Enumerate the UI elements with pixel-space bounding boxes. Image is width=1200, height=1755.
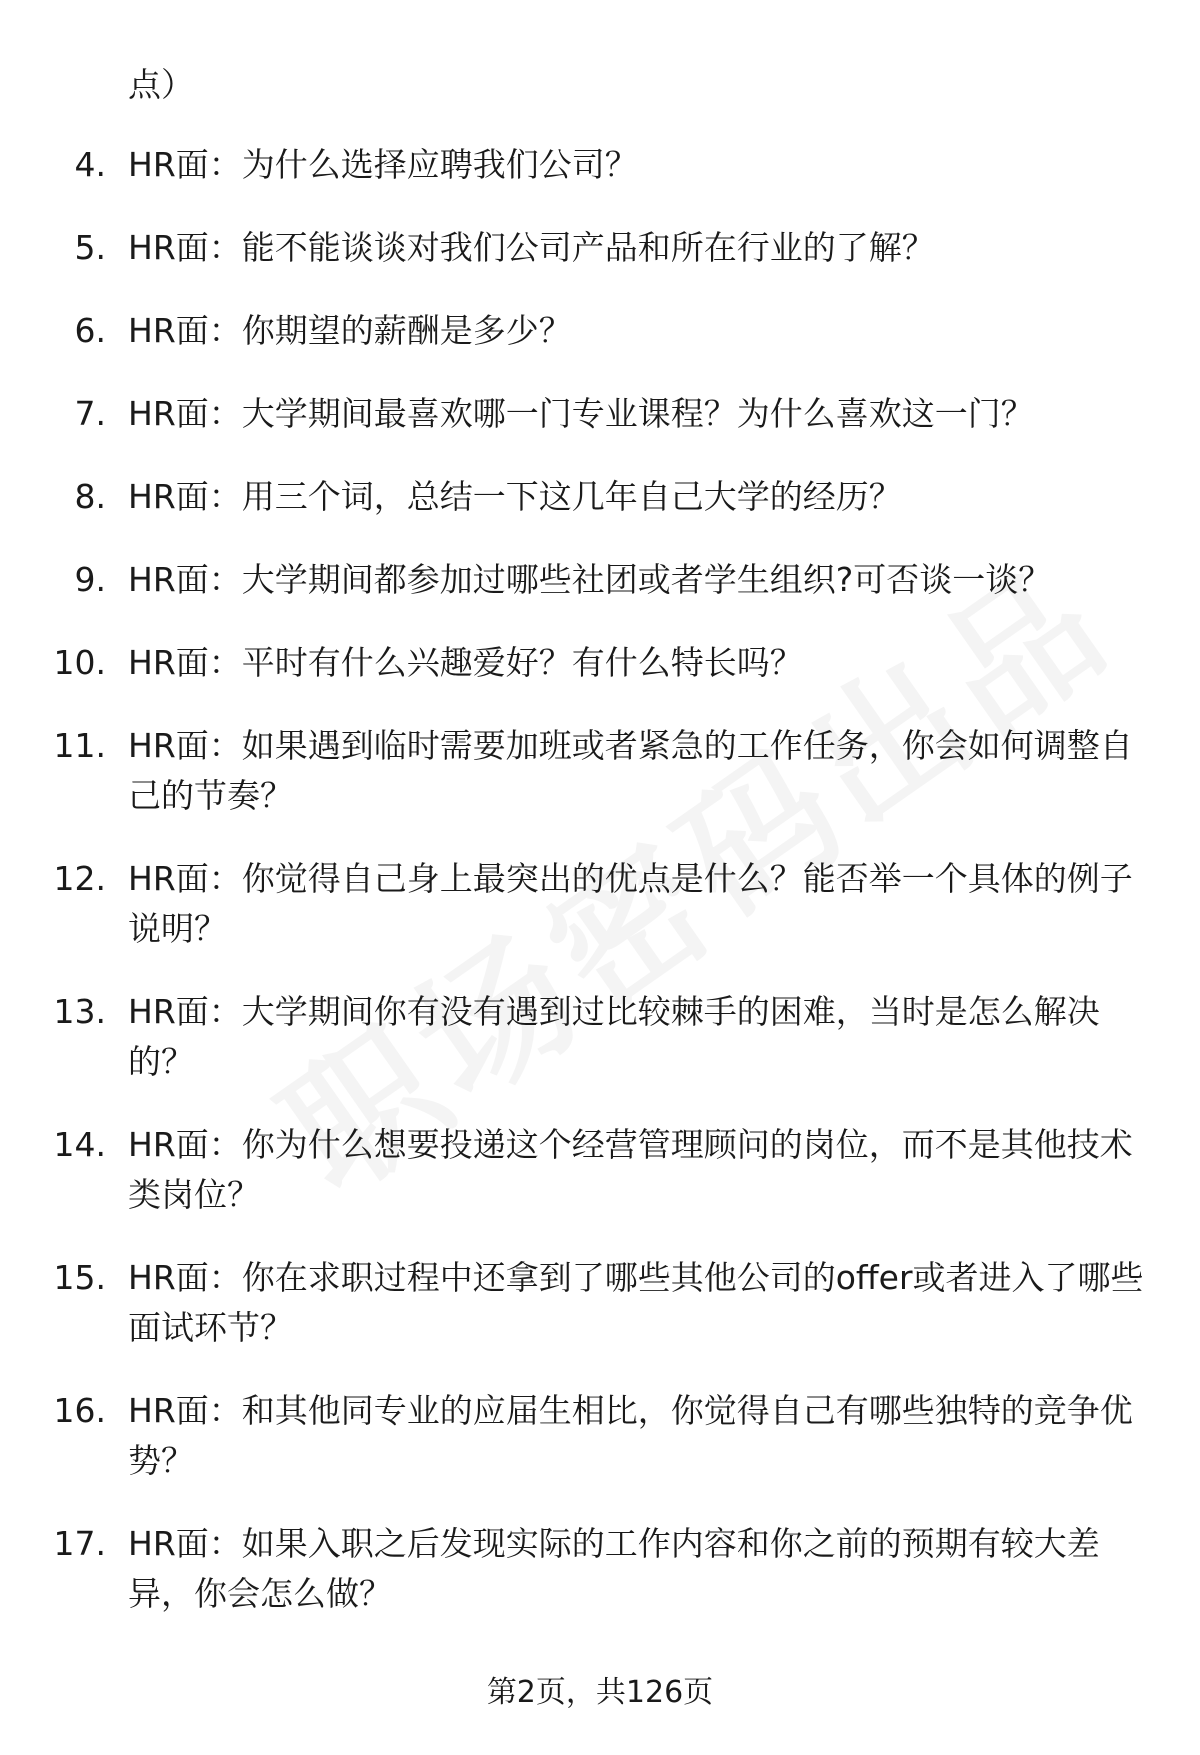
question-list — [0, 140, 1200, 1652]
list-item — [0, 223, 1200, 273]
item-text: HR面：和其他同专业的应届生相比，你觉得自己有哪些独特的竞争优势？ — [128, 1391, 1133, 1480]
item-number: 5. — [74, 228, 106, 267]
list-item — [0, 987, 1200, 1087]
list-item — [0, 306, 1200, 356]
list-item — [0, 140, 1200, 190]
page-footer: 第2页，共126页 — [486, 1675, 714, 1710]
list-item — [0, 389, 1200, 439]
item-text: HR面：你觉得自己身上最突出的优点是什么？能否举一个具体的例子说明？ — [128, 859, 1133, 948]
item-text: HR面：你在求职过程中还拿到了哪些其他公司的offer或者进入了哪些面试环节？ — [128, 1258, 1144, 1347]
item-text: HR面：用三个词，总结一下这几年自己大学的经历？ — [128, 477, 902, 516]
item-text: HR面：大学期间你有没有遇到过比较棘手的困难，当时是怎么解决的？ — [128, 992, 1100, 1081]
list-item — [0, 721, 1200, 821]
item-number: 6. — [74, 311, 106, 350]
list-item — [0, 638, 1200, 688]
item-text: HR面：大学期间最喜欢哪一门专业课程？为什么喜欢这一门？ — [128, 394, 1034, 433]
item-number: 10. — [53, 643, 106, 682]
item-number: 12. — [53, 859, 106, 898]
item-number: 16. — [53, 1391, 106, 1430]
list-item — [0, 472, 1200, 522]
item-number: 7. — [74, 394, 106, 433]
list-item — [0, 555, 1200, 605]
item-text: HR面：你为什么想要投递这个经营管理顾问的岗位，而不是其他技术类岗位？ — [128, 1125, 1133, 1214]
item-number: 17. — [53, 1524, 106, 1563]
continuation-text: 点） — [128, 65, 194, 104]
item-text: HR面：能不能谈谈对我们公司产品和所在行业的了解？ — [128, 228, 935, 267]
item-text: HR面：平时有什么兴趣爱好？有什么特长吗？ — [128, 643, 803, 682]
item-text: HR面：大学期间都参加过哪些社团或者学生组织?可否谈一谈？ — [128, 560, 1052, 599]
list-item — [0, 1519, 1200, 1619]
item-text: HR面：为什么选择应聘我们公司？ — [128, 145, 638, 184]
list-item — [0, 1120, 1200, 1220]
item-text: HR面：你期望的薪酬是多少？ — [128, 311, 572, 350]
item-number: 9. — [74, 560, 106, 599]
list-item — [0, 854, 1200, 954]
item-text: HR面：如果入职之后发现实际的工作内容和你之前的预期有较大差异，你会怎么做？ — [128, 1524, 1100, 1613]
list-item — [0, 1386, 1200, 1486]
item-number: 13. — [53, 992, 106, 1031]
item-number: 11. — [53, 726, 106, 765]
item-number: 14. — [53, 1125, 106, 1164]
list-item — [0, 1253, 1200, 1353]
item-text: HR面：如果遇到临时需要加班或者紧急的工作任务，你会如何调整自己的节奏？ — [128, 726, 1133, 815]
item-number: 8. — [74, 477, 106, 516]
item-number: 4. — [74, 145, 106, 184]
item-number: 15. — [53, 1258, 106, 1297]
